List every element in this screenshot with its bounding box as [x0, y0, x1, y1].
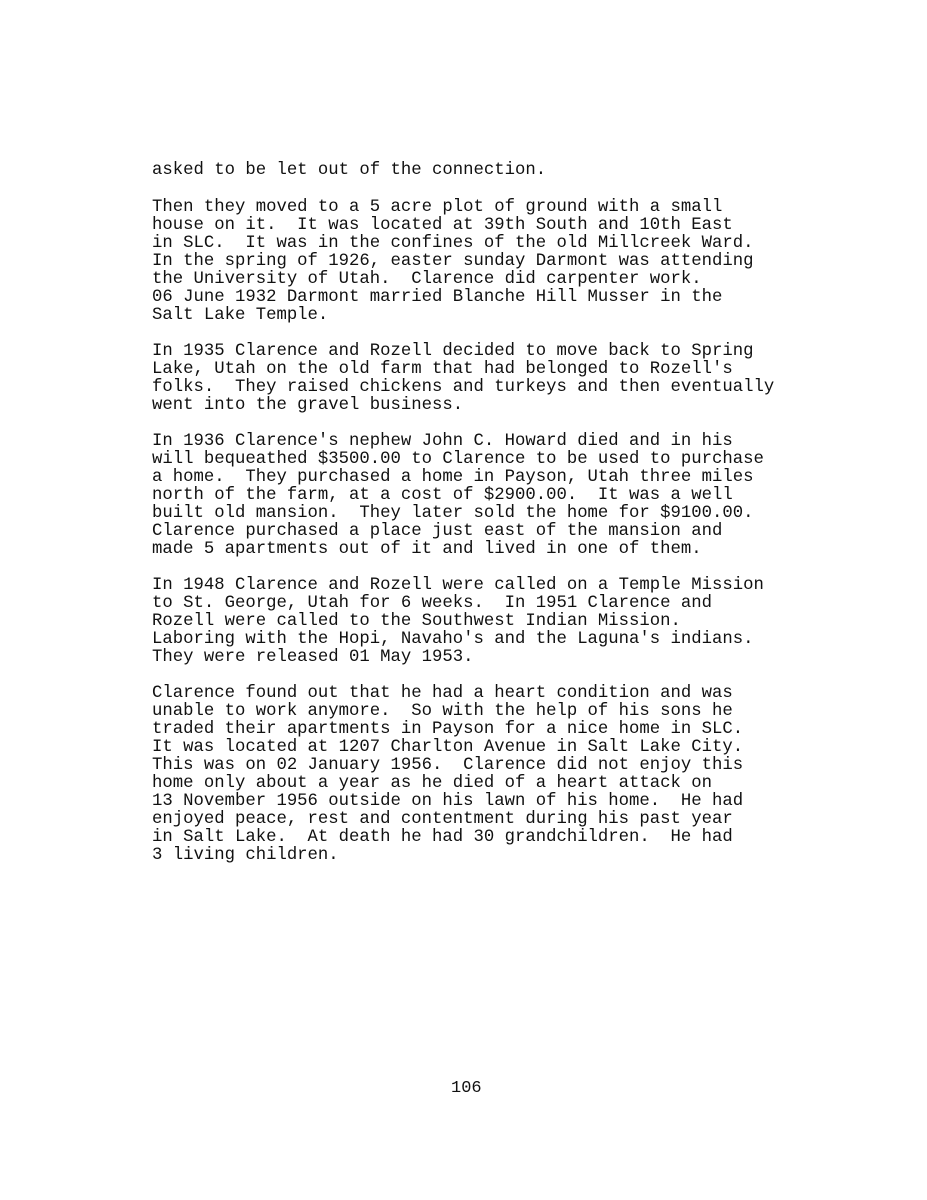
page-number: 106 [451, 1079, 482, 1098]
paragraph-spring-lake: In 1935 Clarence and Rozell decided to move back to Spring Lake, Utah on the old farm that had belonged to Rozell's folks. They raised chickens and turkeys and then eventually went into the gravel business. [152, 342, 775, 415]
paragraph-missions: In 1948 Clarence and Rozell were called on a Temple Mission to St. George, Utah for 6 weeks. In 1951 Clarence and Rozell were called to the Southwest Indian Mission. Laboring with the Hopi, Navaho's and the Laguna's indians. They were released 01 May 1953. [152, 576, 764, 667]
paragraph-connection: asked to be let out of the connection. [152, 161, 547, 180]
paragraph-final-years: Clarence found out that he had a heart condition and was unable to work anymore. So with the help of his sons he traded their apartments in Payson for a nice home in SLC. It was located at 1207 Charlton Avenue in Salt Lake City. This was on 02 January 1956. Clarence did not enjoy this home only about a year as he died of a heart attack on 13 November 1956 outside on his lawn of his home. He had enjoyed peace, rest and contentment during his past year in Salt Lake. At death he had 30 grandchildren. He had 3 living children. [152, 684, 744, 865]
document-body [152, 162, 852, 883]
paragraph-millcreek: Then they moved to a 5 acre plot of ground with a small house on it. It was located at 39th South and 10th East in SLC. It was in the confines of the old Millcreek Ward. In the spring of 1926, easter sunday Darmont was attending the University of Utah. Clarence did carpenter work. 06 June 1932 Darmont married Blanche Hill Musser in the Salt Lake Temple. [152, 198, 754, 325]
paragraph-payson-home: In 1936 Clarence's nephew John C. Howard died and in his will bequeathed $3500.00 to Clarence to be used to purchase a home. They purchased a home in Payson, Utah three miles north of the farm, at a cost of $2900.00. It was a well built old mansion. They later sold the home for $9100.00. Clarence purchased a place just east of the mansion and made 5 apartments out of it and lived in one of them. [152, 432, 764, 559]
